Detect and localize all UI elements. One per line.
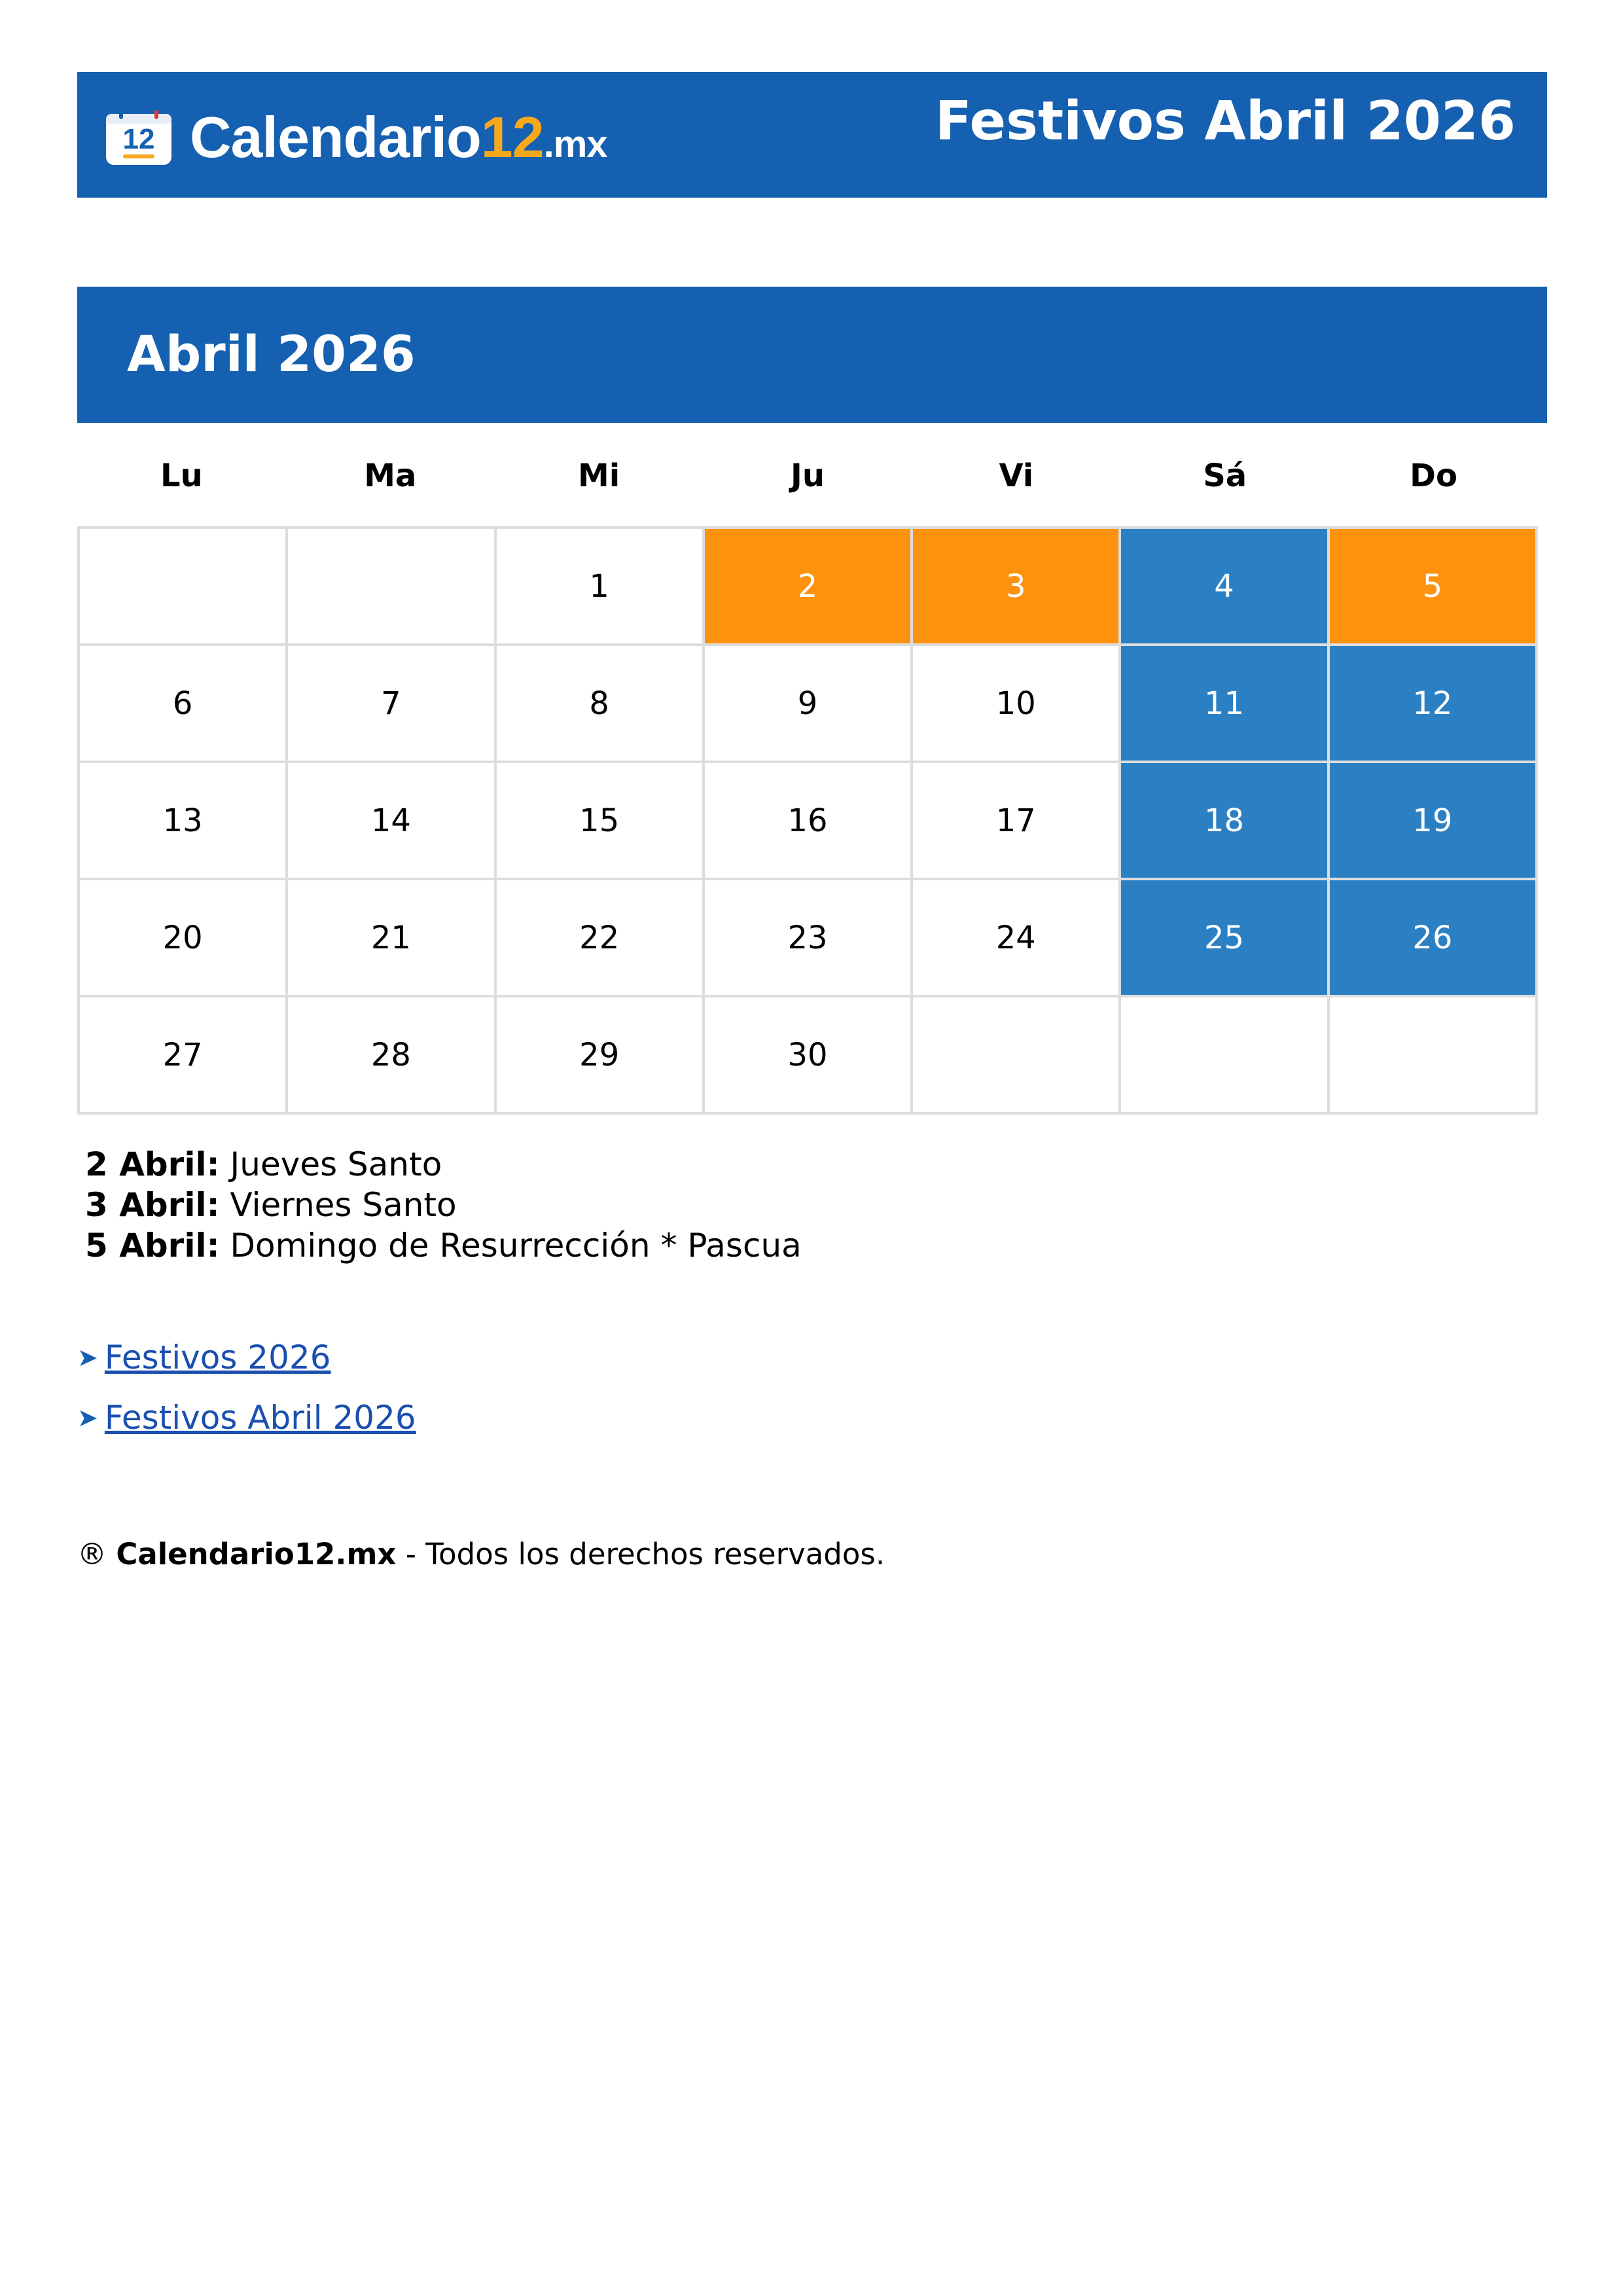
weekday-label: Ju (790, 457, 825, 494)
weekday-label: Lu (160, 457, 203, 494)
holiday-name: Domingo de Resurrección * Pascua (230, 1227, 802, 1265)
logo-wordmark (190, 104, 607, 171)
calendar-day-12[interactable]: 12 (1330, 646, 1538, 763)
calendar-day-17[interactable]: 17 (913, 763, 1121, 880)
arrow-right-icon: ➤ (77, 1403, 98, 1432)
calendar-day-27[interactable]: 27 (80, 997, 288, 1115)
calendar-day-19[interactable]: 19 (1330, 763, 1538, 880)
holiday-item (85, 1225, 802, 1266)
calendar-empty-cell (80, 529, 288, 646)
holiday-item (85, 1144, 802, 1185)
calendar-day-22[interactable]: 22 (497, 880, 705, 997)
link-festivos-2026[interactable]: Festivos 2026 (104, 1338, 331, 1376)
calendar-day-11[interactable]: 11 (1121, 646, 1329, 763)
weekday-label: Mi (578, 457, 620, 494)
calendar-day-23[interactable]: 23 (705, 880, 913, 997)
arrow-right-icon: ➤ (77, 1343, 98, 1372)
page-title: Festivos Abril 2026 (935, 90, 1516, 152)
calendar-day-3[interactable]: 3 (913, 529, 1121, 646)
calendar-day-26[interactable]: 26 (1330, 880, 1538, 997)
calendar-day-18[interactable]: 18 (1121, 763, 1329, 880)
holiday-date: 5 Abril: (85, 1227, 220, 1265)
calendar-empty-cell (1330, 997, 1538, 1115)
calendar-day-15[interactable]: 15 (497, 763, 705, 880)
site-logo[interactable] (105, 105, 607, 170)
footer-text: - Todos los derechos reservados. (396, 1537, 885, 1571)
holiday-item (85, 1185, 802, 1225)
registered-symbol: ® (77, 1537, 107, 1571)
holiday-name: Jueves Santo (230, 1145, 442, 1183)
footer (77, 1537, 885, 1571)
holiday-date: 3 Abril: (85, 1186, 220, 1224)
calendar-day-10[interactable]: 10 (913, 646, 1121, 763)
weekday-label: Do (1410, 457, 1457, 494)
calendar-day-14[interactable]: 14 (288, 763, 496, 880)
logo-number: 12 (480, 105, 544, 170)
logo-name: Calendario (190, 105, 481, 170)
calendar-day-16[interactable]: 16 (705, 763, 913, 880)
calendar-day-29[interactable]: 29 (497, 997, 705, 1115)
calendar-day-21[interactable]: 21 (288, 880, 496, 997)
calendar-day-7[interactable]: 7 (288, 646, 496, 763)
weekday-label: Sá (1203, 457, 1247, 494)
calendar-day-5[interactable]: 5 (1330, 529, 1538, 646)
calendar-empty-cell (288, 529, 496, 646)
logo-tld: .mx (543, 123, 607, 166)
link-row (77, 1327, 416, 1388)
top-header-bar (77, 72, 1547, 198)
link-row (77, 1388, 416, 1448)
weekday-label: Ma (364, 457, 417, 494)
month-title: Abril 2026 (127, 325, 416, 383)
calendar-day-20[interactable]: 20 (80, 880, 288, 997)
calendar-day-6[interactable]: 6 (80, 646, 288, 763)
calendar-empty-cell (913, 997, 1121, 1115)
calendar-empty-cell (1121, 997, 1329, 1115)
link-festivos-abril-2026[interactable]: Festivos Abril 2026 (104, 1399, 416, 1437)
calendar-day-24[interactable]: 24 (913, 880, 1121, 997)
calendar-day-1[interactable]: 1 (497, 529, 705, 646)
calendar-day-30[interactable]: 30 (705, 997, 913, 1115)
calendar-grid (77, 526, 1538, 1115)
month-header-bar (77, 287, 1547, 423)
weekday-label: Vi (999, 457, 1034, 494)
calendar-day-25[interactable]: 25 (1121, 880, 1329, 997)
calendar-day-9[interactable]: 9 (705, 646, 913, 763)
calendar-day-8[interactable]: 8 (497, 646, 705, 763)
calendar-day-4[interactable]: 4 (1121, 529, 1329, 646)
related-links (77, 1327, 416, 1448)
calendar-logo-icon (105, 109, 173, 166)
calendar-day-2[interactable]: 2 (705, 529, 913, 646)
holiday-list (85, 1144, 802, 1266)
holiday-date: 2 Abril: (85, 1145, 220, 1183)
footer-brand: Calendario12.mx (116, 1537, 397, 1571)
logo-icon-number: 12 (122, 123, 155, 155)
weekday-header-row (77, 453, 1538, 499)
holiday-name: Viernes Santo (230, 1186, 457, 1224)
calendar-day-13[interactable]: 13 (80, 763, 288, 880)
calendar-day-28[interactable]: 28 (288, 997, 496, 1115)
